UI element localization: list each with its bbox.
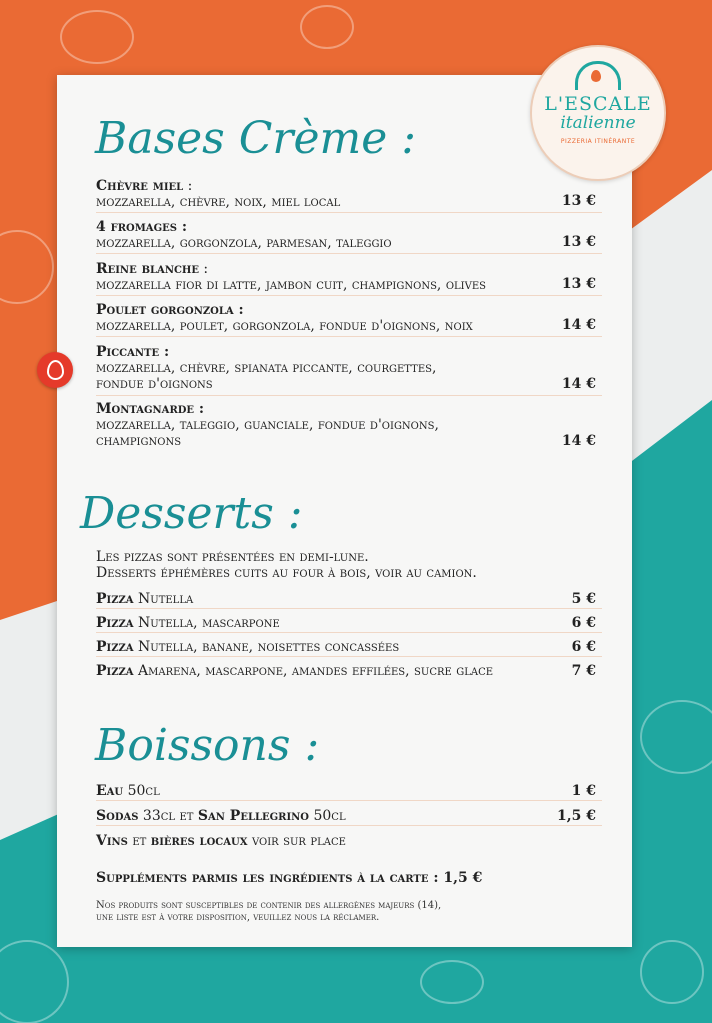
- menu-item: 4 fromages : mozzarella, gorgonzola, parmesan, taleggio 13 €: [96, 219, 602, 254]
- drink-row: Sodas 33cl et San Pellegrino 50cl 1,5 €: [96, 807, 602, 826]
- dessert-row: Pizza Nutella, banane, noisettes concassées 6 €: [96, 638, 602, 657]
- pepper-doodle-icon: [300, 5, 354, 49]
- item-price: 13 €: [561, 276, 596, 292]
- item-price: 6 €: [571, 615, 596, 631]
- drink-row: Vins et bières locaux voir sur place: [96, 833, 346, 849]
- dessert-row: Pizza Nutella, mascarpone 6 €: [96, 614, 602, 633]
- supplements-note: Suppléments parmis les ingrédients à la carte : 1,5 €: [96, 870, 483, 886]
- drink-row: Eau 50cl 1 €: [96, 782, 602, 801]
- tomato-doodle-icon: [420, 960, 484, 1004]
- section-title-boissons: Boissons :: [95, 720, 320, 771]
- item-price: 14 €: [561, 317, 596, 333]
- item-price: 1,5 €: [557, 808, 596, 824]
- menu-item: Reine blanche : mozzarella fior di latte, jambon cuit, champignons, olives 13 €: [96, 261, 602, 296]
- item-price: 13 €: [561, 234, 596, 250]
- menu-item: Piccante : mozzarella, chèvre, spianata piccante, courgettes, fondue d'oignons 14 €: [96, 344, 602, 396]
- menu-item: Montagnarde : mozzarella, taleggio, guanciale, fondue d'oignons, champignons 14 €: [96, 401, 596, 449]
- logo-line1: L'ESCALE: [544, 93, 652, 115]
- item-price: 6 €: [571, 639, 596, 655]
- dessert-row: Pizza Amarena, mascarpone, amandes effilées, sucre glace 7 €: [96, 663, 596, 679]
- logo-tagline: PIZZERIA ITINÉRANTE: [560, 138, 636, 145]
- item-price: 5 €: [571, 591, 596, 607]
- dessert-row: Pizza Nutella 5 €: [96, 590, 602, 609]
- oven-icon: [575, 61, 621, 90]
- item-price: 14 €: [561, 433, 596, 449]
- cheese-doodle-icon: [640, 940, 704, 1004]
- menu-item: Chèvre miel : mozzarella, chèvre, noix, miel local 13 €: [96, 178, 602, 213]
- logo: [530, 45, 666, 181]
- section-title-bases: Bases Crème :: [95, 113, 417, 164]
- desserts-note: Les pizzas sont présentées en demi-lune. Desserts éphémères cuits au four à bois, voir au camion.: [96, 549, 477, 581]
- item-price: 14 €: [561, 376, 596, 392]
- item-price: 13 €: [561, 193, 596, 209]
- allergen-notice: Nos produits sont susceptibles de contenir des allergènes majeurs (14), une liste est à votre disposition, veuillez nous la réclamer.: [96, 900, 442, 923]
- logo-line2: italienne: [560, 113, 636, 133]
- spicy-flame-icon: [37, 352, 73, 388]
- section-title-desserts: Desserts :: [80, 488, 303, 539]
- item-price: 7 €: [571, 663, 596, 679]
- pizza-doodle-icon: [60, 10, 134, 64]
- menu-item: Poulet gorgonzola : mozzarella, poulet, gorgonzola, fondue d'oignons, noix 14 €: [96, 302, 602, 337]
- item-price: 1 €: [571, 783, 596, 799]
